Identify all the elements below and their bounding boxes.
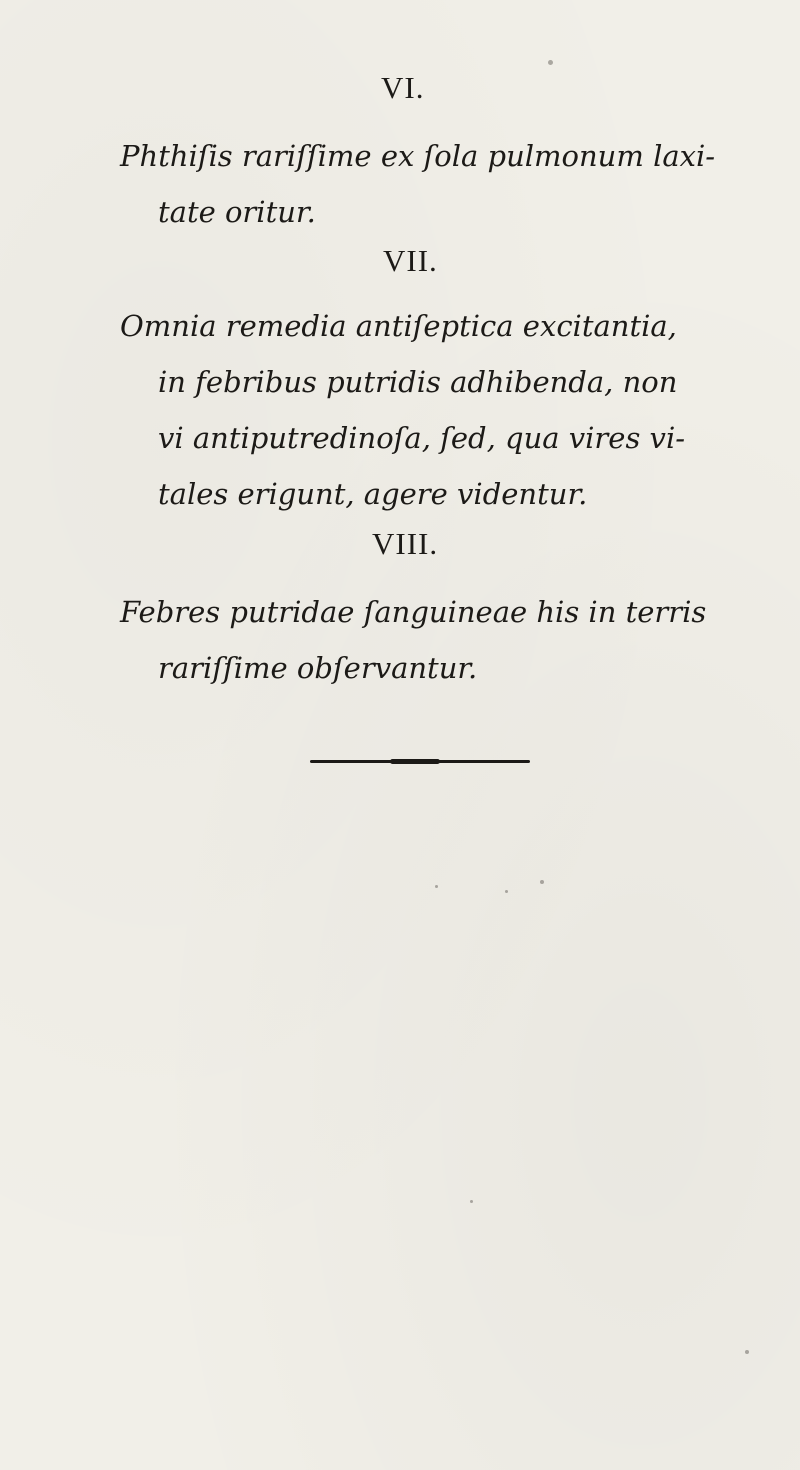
section-numeral-vi: VI. (381, 70, 425, 105)
paper-speck (540, 880, 544, 884)
section-numeral-vii: VII. (383, 243, 438, 278)
text-line: tate oritur. (158, 195, 316, 229)
section-numeral-viii: VIII. (372, 526, 439, 561)
text-line: Febres putridae ſanguineae his in terris (120, 595, 707, 629)
section-text-vi (120, 128, 715, 240)
section-text-viii (120, 584, 706, 696)
text-line: vi antiputredinoſa, ſed, qua vires vi- (158, 421, 686, 455)
paper-speck (470, 1200, 473, 1203)
text-line: tales erigunt, agere videntur. (158, 477, 588, 511)
paper-speck (435, 885, 438, 888)
paper-speck (745, 1350, 749, 1354)
text-line: rariſſime obſervantur. (158, 651, 478, 685)
paper-speck (505, 890, 508, 893)
paper-speck (548, 60, 553, 65)
section-text-vii (120, 298, 685, 522)
text-line: Phthiſis rariſſime ex ſola pulmonum laxi- (120, 139, 716, 173)
text-line: Omnia remedia antiſeptica excitantia, (120, 309, 677, 343)
end-ornament-rule (310, 760, 530, 763)
text-line: in febribus putridis adhibenda, non (158, 365, 678, 399)
